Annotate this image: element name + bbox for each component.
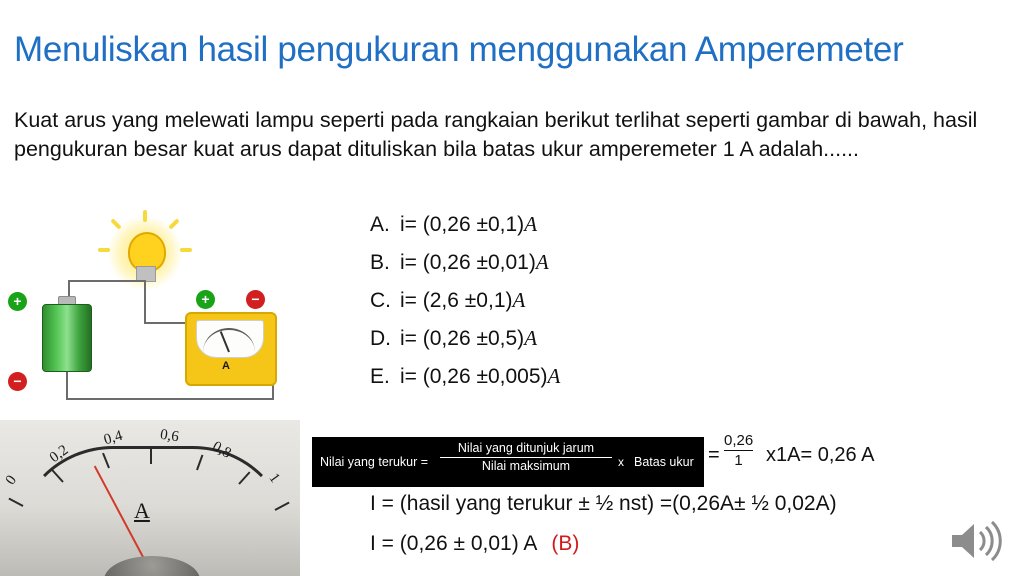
- scale-label-06: 0,6: [159, 426, 180, 446]
- answer-unit: A: [535, 250, 549, 274]
- answer-letter: D.: [370, 327, 391, 350]
- answer-body: i= (0,26 ±0,01): [400, 251, 536, 274]
- formula-left-label: Nilai yang terukur =: [320, 455, 429, 469]
- formula-range-label: Batas ukur: [634, 455, 694, 469]
- formula-denominator: Nilai maksimum: [481, 459, 571, 473]
- scale-tick: [150, 448, 152, 464]
- ammeter-positive-terminal: +: [196, 290, 215, 309]
- answer-letter: B.: [370, 251, 390, 274]
- equation-fraction-bar: [724, 450, 753, 451]
- bulb-ray-icon: [168, 218, 179, 229]
- answer-option-d[interactable]: [370, 326, 560, 364]
- result-line-2-wrapper: [370, 532, 579, 556]
- answer-unit: A: [524, 212, 538, 236]
- equation-fraction: [724, 432, 753, 469]
- answer-option-b[interactable]: [370, 250, 560, 288]
- scale-label-1: 1: [265, 470, 283, 486]
- battery-icon: [42, 304, 92, 372]
- answer-text: [400, 364, 560, 389]
- answer-key: (B): [551, 532, 580, 555]
- answer-text: [400, 212, 537, 237]
- ammeter-unit-label: A: [222, 360, 230, 372]
- formula-times-symbol: x: [618, 455, 624, 469]
- ammeter-negative-terminal: −: [246, 290, 265, 309]
- answer-unit: A: [512, 288, 526, 312]
- battery-negative-terminal: −: [8, 372, 27, 391]
- answer-options: [370, 212, 560, 402]
- answer-body: i= (2,6 ±0,1): [400, 289, 513, 312]
- speaker-icon[interactable]: [946, 518, 1002, 564]
- scale-label-0: 0: [2, 472, 21, 488]
- answer-body: i= (0,26 ±0,1): [400, 213, 525, 236]
- bulb-ray-icon: [98, 248, 110, 252]
- answer-letter: C.: [370, 289, 391, 312]
- answer-unit: A: [524, 326, 538, 350]
- wire-segment: [66, 370, 68, 400]
- answer-unit: A: [547, 364, 561, 388]
- scale-tick: [8, 498, 23, 507]
- equation-numerator: 0,26: [724, 432, 754, 449]
- result-line-2: I = (0,26 ± 0,01) A: [370, 532, 538, 555]
- scale-label-08: 0,8: [209, 438, 234, 462]
- battery-positive-terminal: +: [8, 292, 27, 311]
- photo-unit-label: A: [134, 498, 150, 523]
- answer-option-c[interactable]: [370, 288, 560, 326]
- ammeter-photo: [0, 420, 300, 576]
- scale-label-02: 0,2: [46, 442, 72, 467]
- equation-denominator: 1: [734, 452, 743, 469]
- answer-letter: E.: [370, 365, 390, 388]
- answer-option-e[interactable]: [370, 364, 560, 402]
- bulb-ray-icon: [143, 210, 147, 222]
- answer-text: [400, 288, 525, 313]
- scale-label-04: 0,4: [102, 427, 125, 449]
- page-title: Menuliskan hasil pengukuran menggunakan Amperemeter: [14, 30, 904, 69]
- wire-segment: [144, 280, 146, 324]
- formula-fraction: [440, 441, 612, 473]
- answer-body: i= (0,26 ±0,005): [400, 365, 548, 388]
- circuit-diagram: [0, 210, 310, 415]
- answer-body: i= (0,26 ±0,5): [400, 327, 525, 350]
- result-line-1: I = (hasil yang terukur ± ½ nst) =(0,26A± ½ 0,02A): [370, 492, 837, 515]
- question-text: Kuat arus yang melewati lampu seperti pada rangkaian berikut terlihat seperti gambar di bawah, hasil pengukuran besar kuat arus dapat dituliskan bila batas ukur amperemeter 1 A adalah......: [14, 108, 978, 161]
- bulb-ray-icon: [180, 248, 192, 252]
- wire-segment: [68, 280, 146, 282]
- wire-segment: [66, 398, 274, 400]
- answer-text: [400, 250, 549, 275]
- answer-option-a[interactable]: [370, 212, 560, 250]
- equation-tail: x1A= 0,26 A: [766, 444, 875, 466]
- equation-equals: =: [708, 444, 720, 466]
- formula-box: [312, 437, 704, 487]
- answer-text: [400, 326, 537, 351]
- formula-fraction-bar: [440, 457, 612, 458]
- formula-numerator: Nilai yang ditunjuk jarum: [457, 441, 595, 455]
- meter-knob: [104, 556, 200, 576]
- answer-letter: A.: [370, 213, 390, 236]
